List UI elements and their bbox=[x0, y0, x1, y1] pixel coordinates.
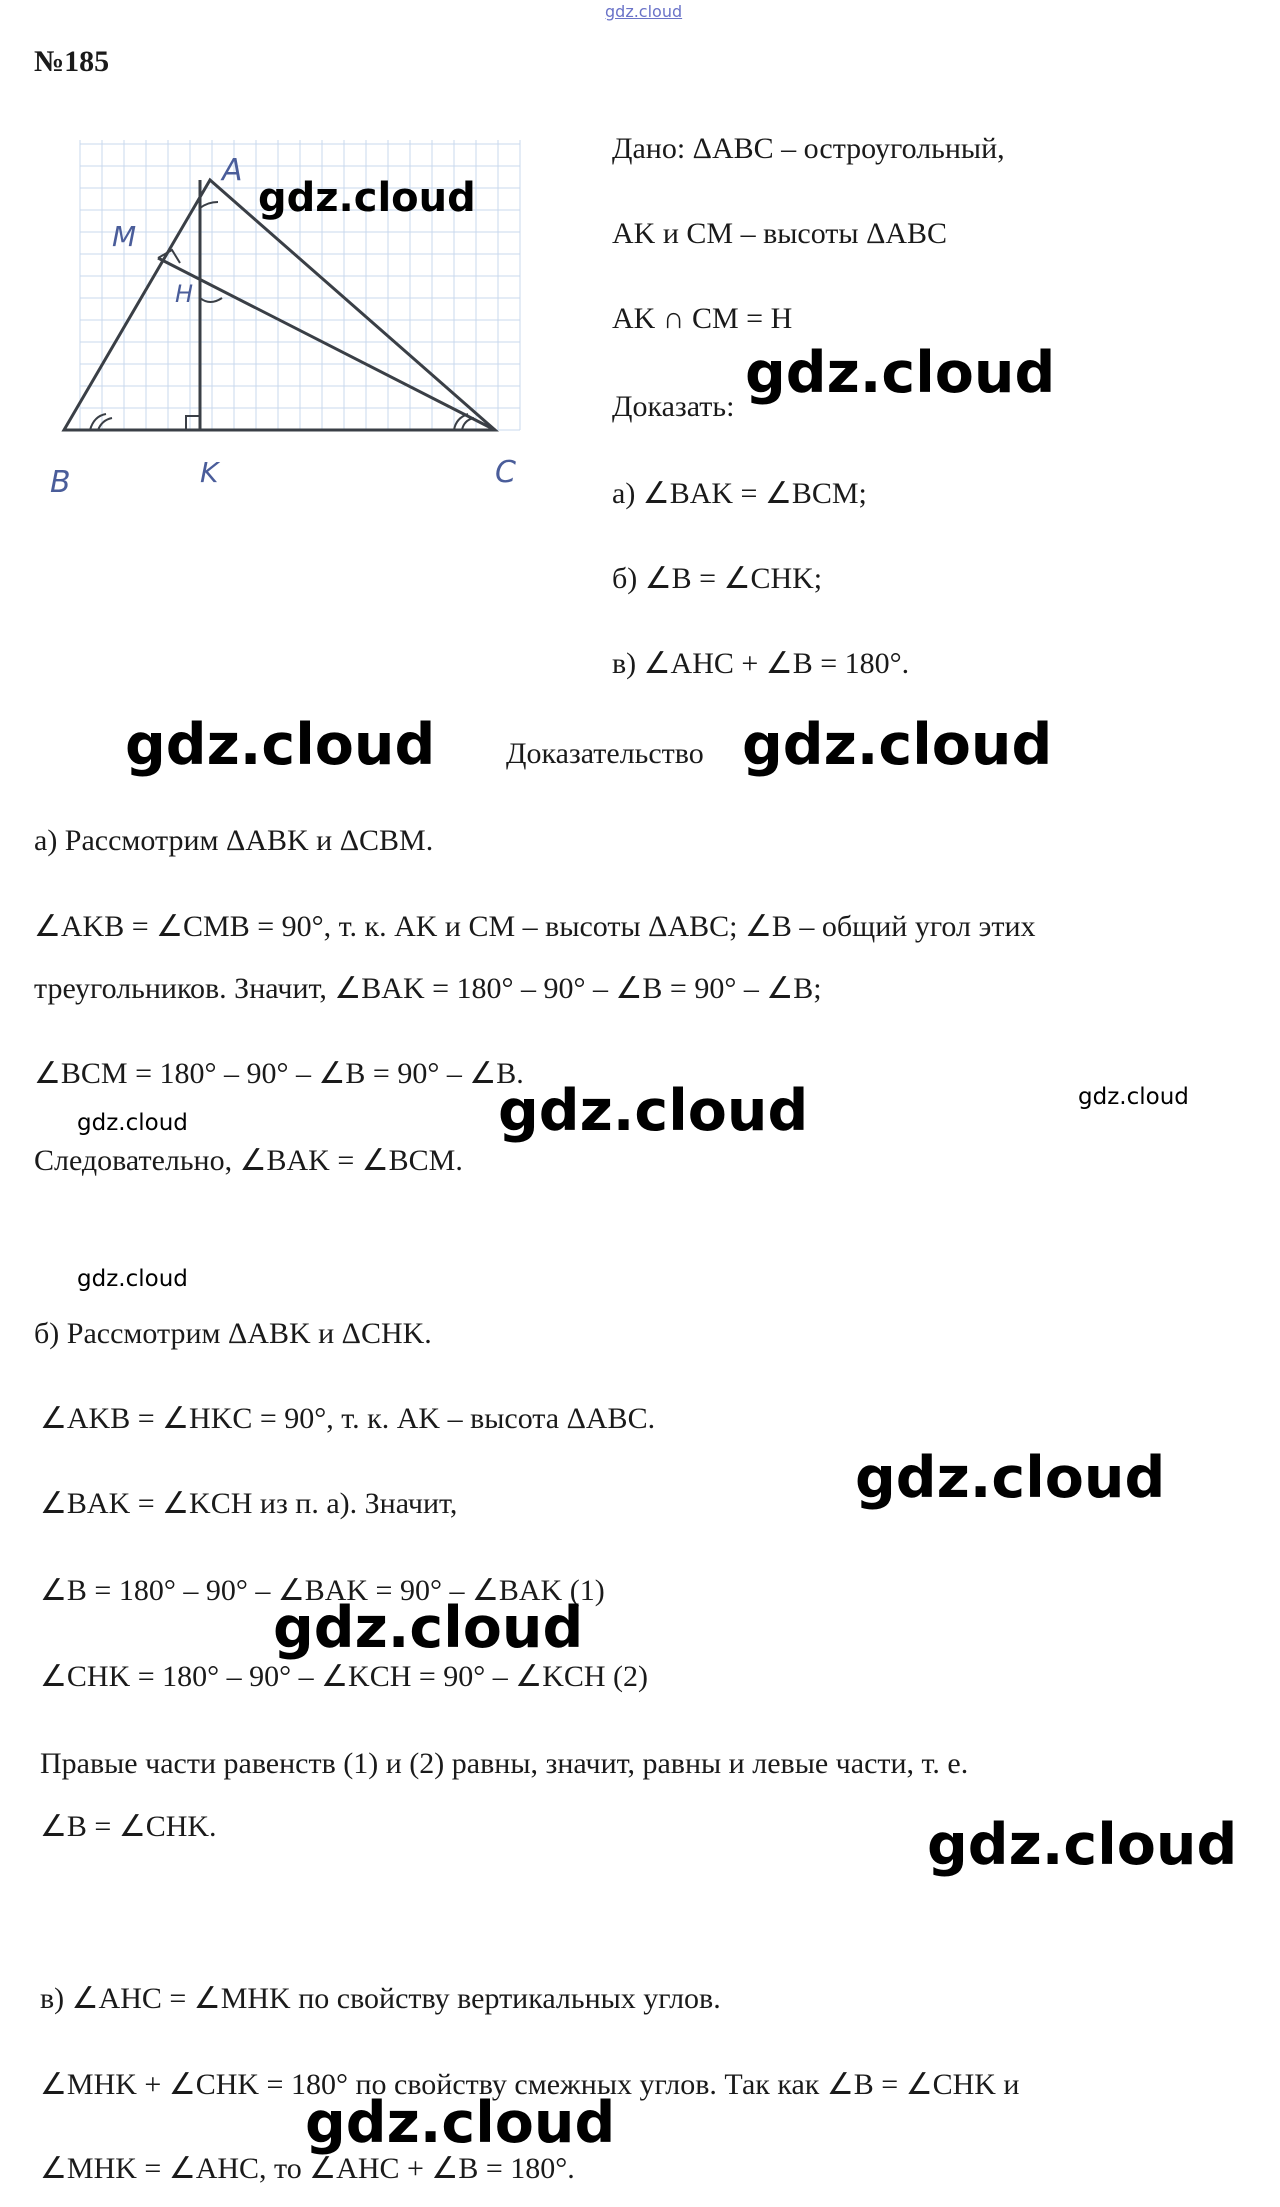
given-line-2: AK и CM – высоты ΔABC bbox=[612, 217, 948, 250]
label-b: B bbox=[50, 465, 71, 500]
label-h: H bbox=[175, 280, 194, 308]
proof-b-line: ∠B = 180° – 90° – ∠BAK = 90° – ∠BAK (1) bbox=[40, 1574, 605, 1607]
right-angle-k bbox=[186, 416, 200, 430]
watermark: gdz.cloud bbox=[855, 1445, 1166, 1511]
label-c: C bbox=[495, 455, 516, 490]
watermark: gdz.cloud bbox=[273, 1595, 584, 1661]
proof-b-line: Правые части равенств (1) и (2) равны, значит, равны и левые части, т. е. bbox=[40, 1747, 969, 1780]
label-m: M bbox=[112, 220, 137, 253]
prove-c: в) ∠AHC + ∠B = 180°. bbox=[612, 647, 910, 680]
proof-b-line: ∠AKB = ∠HKC = 90°, т. к. AK – высота ΔABC. bbox=[40, 1402, 656, 1435]
proof-b-line: б) Рассмотрим ΔABK и ΔCHK. bbox=[34, 1317, 432, 1350]
watermark: gdz.cloud bbox=[745, 340, 1056, 406]
prove-label: Доказать: bbox=[612, 390, 735, 423]
given-line-3: AK ∩ CM = H bbox=[612, 302, 793, 335]
proof-b-line: ∠BAK = ∠KCH из п. а). Значит, bbox=[40, 1487, 458, 1520]
proof-a-line: треугольников. Значит, ∠BAK = 180° – 90° – ∠B = 90° – ∠B; bbox=[34, 972, 822, 1005]
angle-mark-a bbox=[200, 202, 218, 208]
label-a: A bbox=[222, 153, 243, 188]
watermark: gdz.cloud bbox=[742, 712, 1053, 778]
given-line-1: Дано: ΔABC – остроугольный, bbox=[612, 132, 1005, 165]
prove-a: а) ∠BAK = ∠BCM; bbox=[612, 477, 867, 510]
top-watermark: gdz.cloud bbox=[605, 2, 683, 21]
watermark: gdz.cloud bbox=[77, 1266, 188, 1292]
problem-number: №185 bbox=[34, 45, 110, 78]
proof-c-line: в) ∠AHC = ∠MHK по свойству вертикальных углов. bbox=[40, 1982, 721, 2015]
proof-a-line: а) Рассмотрим ΔABK и ΔCBM. bbox=[34, 824, 434, 857]
watermark: gdz.cloud bbox=[125, 712, 436, 778]
watermark: gdz.cloud bbox=[77, 1110, 188, 1136]
proof-a-line: ∠AKB = ∠CMB = 90°, т. к. AK и CM – высоты ΔABC; ∠B – общий угол этих bbox=[34, 910, 1036, 943]
proof-a-line: ∠BCM = 180° – 90° – ∠B = 90° – ∠B. bbox=[34, 1057, 524, 1090]
angle-mark-b2 bbox=[98, 418, 112, 430]
watermark: gdz.cloud bbox=[305, 2090, 616, 2156]
proof-c-line: ∠MHK + ∠CHK = 180° по свойству смежных углов. Так как ∠B = ∠CHK и bbox=[40, 2068, 1020, 2101]
angle-mark-h bbox=[200, 298, 222, 302]
proof-title: Доказательство bbox=[506, 737, 704, 770]
proof-b-line: ∠CHK = 180° – 90° – ∠KCH = 90° – ∠KCH (2) bbox=[40, 1660, 649, 1693]
prove-b: б) ∠B = ∠CHK; bbox=[612, 562, 823, 595]
watermark: gdz.cloud bbox=[498, 1078, 809, 1144]
proof-a-line: Следовательно, ∠BAK = ∠BCM. bbox=[34, 1144, 463, 1177]
label-k: K bbox=[200, 456, 219, 489]
watermark: gdz.cloud bbox=[258, 175, 476, 221]
proof-b-line: ∠B = ∠CHK. bbox=[40, 1810, 217, 1843]
watermark: gdz.cloud bbox=[927, 1812, 1238, 1878]
watermark: gdz.cloud bbox=[1078, 1084, 1189, 1110]
proof-c-line: ∠MHK = ∠AHC, то ∠AHC + ∠B = 180°. bbox=[40, 2152, 575, 2185]
